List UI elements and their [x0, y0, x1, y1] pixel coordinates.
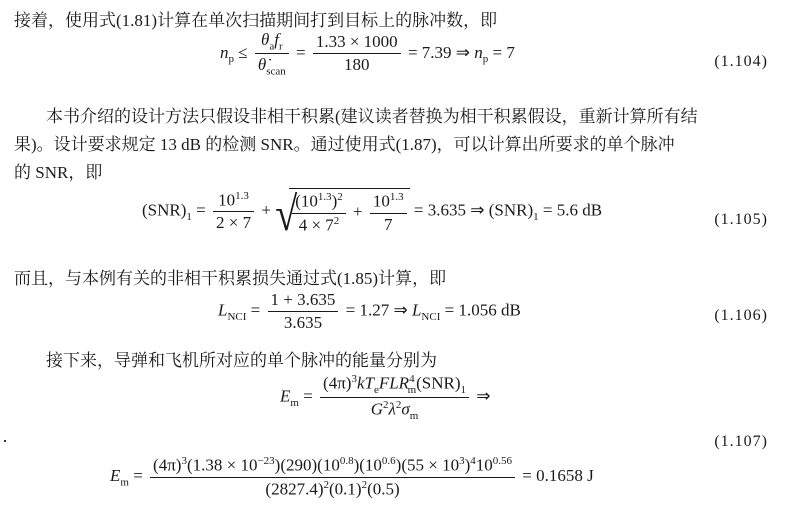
fraction-nci: $\frac{1 + 3.635}{3.635}$: [268, 290, 339, 333]
fraction-snr-term-2: $\frac{(10^{1.3})^2}{4 \times 7^2}$: [292, 191, 346, 235]
fraction-snr-term-3: $\frac{10^{1.3}}{7}$: [370, 191, 407, 235]
fraction-snr-term-1: $\frac{10^{1.3}}{2 \times 7}$: [213, 190, 254, 234]
stray-mark: [4, 440, 6, 442]
equation-number-1-105: (1.105): [714, 211, 768, 228]
equation-number-1-106: (1.106): [714, 307, 768, 324]
equation-1-107-symbolic: $E_m$ = $\frac{(4\pi)^3kT_eFLR^4_m(SNR)_1}{G^2\lambda^2\sigma_m}$ ⇒: [280, 373, 491, 423]
fraction-energy-numeric: $\frac{(4\pi)^3(1.38 \times 10^{-23})(290)(10^{0.8})(10^{0.6})(55 \times 10^3)^410^{0.56}}{(2827.4)^2(0.1)^2(0.5)}$: [150, 455, 515, 499]
equation-1-106: $L_{NCI}$ = $\frac{1 + 3.635}{3.635}$ = 1.27 ⇒ $L_{NCI} = 1.056$ dB: [218, 290, 521, 332]
paragraph-pulse-energy: 接下来，导弹和飞机所对应的单个脉冲的能量分别为: [46, 351, 437, 370]
equation-number-1-107: (1.107): [714, 433, 768, 450]
paragraph-pulse-count-intro: 接着，使用式(1.81)计算在单次扫描期间打到目标上的脉冲数，即: [14, 11, 498, 30]
fraction-numeric: $\frac{1.33 \times 1000}{180}$: [313, 32, 401, 75]
paragraph-design-line-2: 果)。设计要求规定 13 dB 的检测 SNR。通过使用式(1.87)，可以计算出所要求的单个脉冲: [14, 135, 675, 154]
paragraph-design-line-3: 的 SNR，即: [14, 163, 103, 182]
square-root: √ $\frac{(10^{1.3})^2}{4 \times 7^2}$ + $\frac{10^{1.3}}{7}$: [275, 188, 409, 235]
equation-1-105: $(SNR)_1$ = $\frac{10^{1.3}}{2 \times 7}$ + √ $\frac{(10^{1.3})^2}{4 \times 7^2}$ + $\frac{10^{1.3}}{7}$ = 3.635 ⇒ $(SNR)_1 = 5.6$ dB: [142, 186, 603, 241]
paragraph-design-line-1: 本书介绍的设计方法只假设非相干积累(建议读者替换为相干积累假设，重新计算所有结: [46, 107, 698, 126]
equation-1-107-numeric: $E_m$ = $\frac{(4\pi)^3(1.38 \times 10^{-23})(290)(10^{0.8})(10^{0.6})(55 \times 10^3)^410^{0.56}}{(2827.4)^2(0.1)^2(0.5)}$ = 0.1658 J: [110, 455, 594, 499]
equation-number-1-104: (1.104): [714, 53, 768, 70]
equation-1-104: $n_p$ ≤ $\frac{\theta_af_r}{\thetȧ_{scan}}$ = $\frac{1.33 \times 1000}{180}$ = 7.39 ⇒ $n_p = 7$: [220, 30, 515, 78]
paragraph-nci-loss: 而且，与本例有关的非相干积累损失通过式(1.85)计算，即: [14, 269, 447, 288]
fraction-energy-symbolic: $\frac{(4\pi)^3kT_eFLR^4_m(SNR)_1}{G^2\lambda^2\sigma_m}$: [320, 373, 469, 422]
fraction-theta-fr-over-scan: $\frac{\theta_af_r}{\thetȧ_{scan}}$: [255, 30, 289, 78]
